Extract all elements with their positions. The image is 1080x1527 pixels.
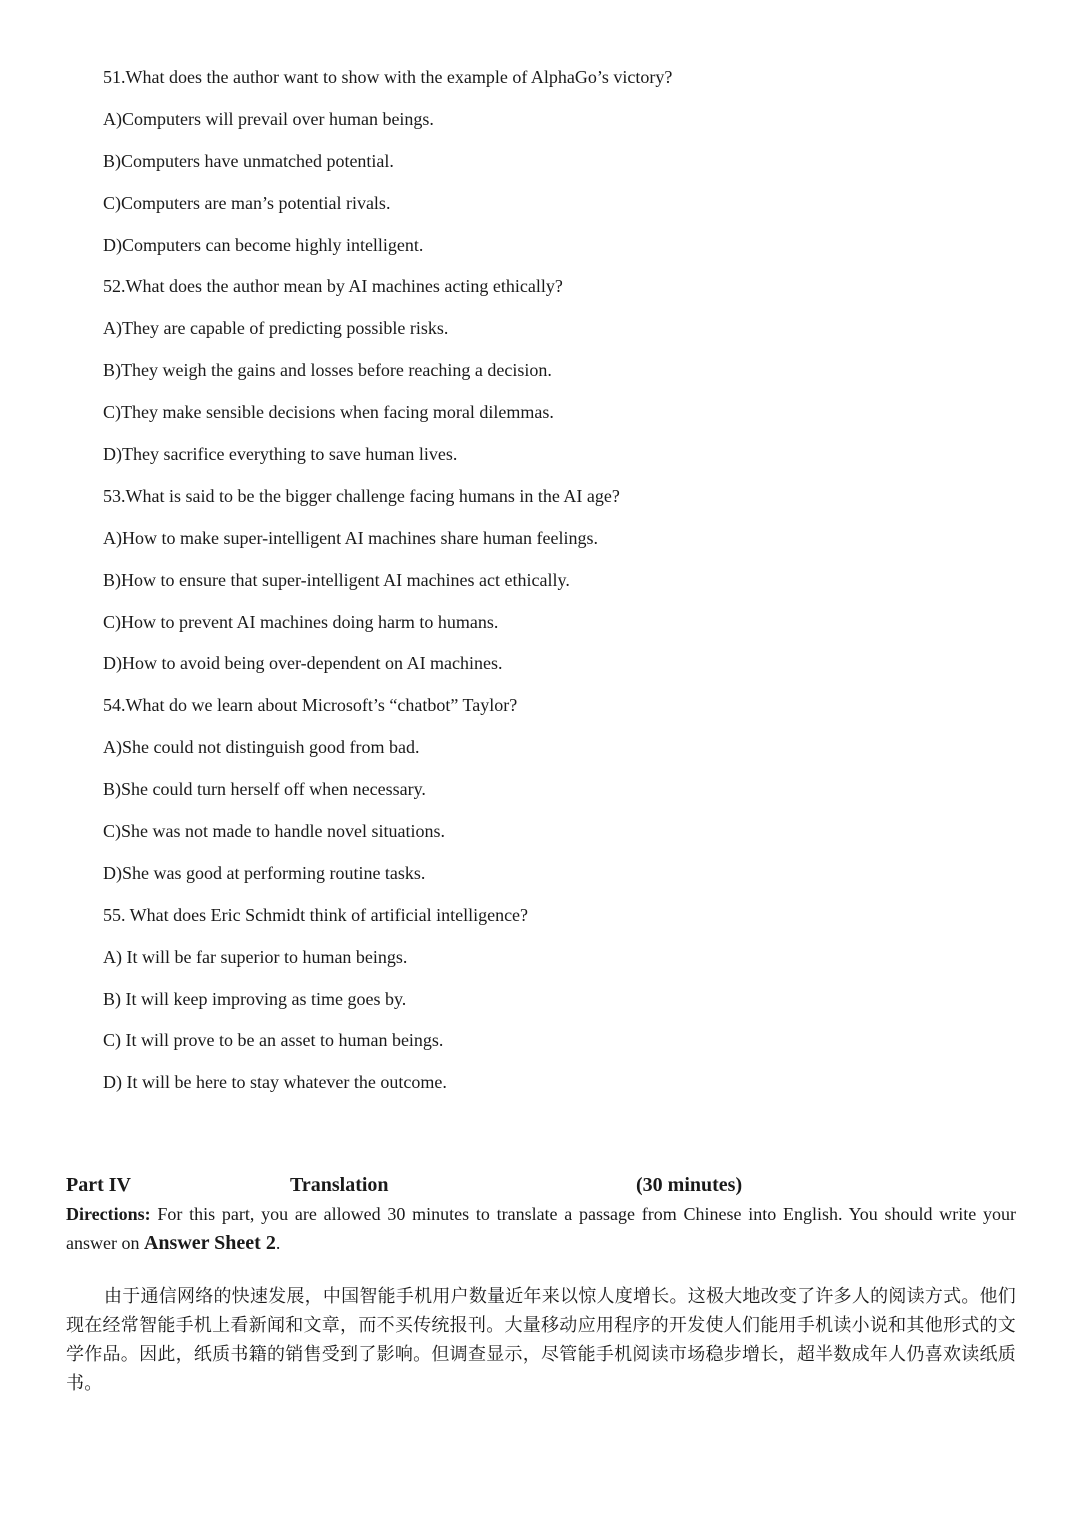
answer-option: D) It will be here to stay whatever the outcome.	[103, 1072, 447, 1093]
question-stem: 51.What does the author want to show with the example of AlphaGo’s victory?	[103, 67, 673, 87]
question-stem: 52.What does the author mean by AI machines acting ethically?	[103, 276, 563, 297]
question-stem: 53.What is said to be the bigger challenge facing humans in the AI age?	[103, 485, 620, 506]
question-stem: 54.What do we learn about Microsoft’s “chatbot” Taylor?	[103, 695, 518, 716]
answer-option: D)She was good at performing routine tasks.	[103, 862, 426, 883]
answer-option: D)How to avoid being over-dependent on AI machines.	[103, 653, 503, 674]
directions	[66, 1200, 1016, 1258]
answer-option: C)She was not made to handle novel situations.	[103, 821, 445, 842]
answer-option: B) It will keep improving as time goes by.	[103, 988, 407, 1009]
answer-option: B)They weigh the gains and losses before reaching a decision.	[103, 360, 552, 381]
answer-option: C)How to prevent AI machines doing harm to humans.	[103, 611, 499, 632]
directions-label: Directions:	[66, 1204, 151, 1224]
answer-option: A)They are capable of predicting possible risks.	[103, 318, 449, 339]
answer-option: A)Computers will prevail over human beings.	[103, 108, 434, 129]
answer-option: B)She could turn herself off when necessary.	[103, 779, 426, 800]
answer-option: A)How to make super-intelligent AI machines share human feelings.	[103, 527, 598, 548]
translation-passage: 由于通信网络的快速发展，中国智能手机用户数量近年来以惊人度增长。这极大地改变了许多人的阅读方式。他们现在经常智能手机上看新闻和文章，而不买传统报刊。大量移动应用程序的开发使人们能用手机读小说和其他形式的文学作品。因此，纸质书籍的销售受到了影响。但调查显示，尽管能手机阅读市场稳步增长，超半数成年人仍喜欢读纸质书。	[66, 1286, 1016, 1394]
answer-option: B)How to ensure that super-intelligent AI machines act ethically.	[103, 569, 570, 590]
part-header	[66, 1172, 1016, 1198]
directions-end: .	[275, 1233, 281, 1253]
answer-option: D)Computers can become highly intelligent.	[103, 234, 424, 255]
answer-option: C)Computers are man’s potential rivals.	[103, 192, 391, 213]
part-label: Part IV	[66, 1174, 131, 1196]
directions-text: For this part, you are allowed 30 minutes to translate a passage from Chinese into English. You should write your answer on	[66, 1204, 1016, 1253]
part-time: (30 minutes)	[636, 1174, 743, 1196]
answer-option: A) It will be far superior to human beings.	[103, 946, 408, 967]
answer-option: A)She could not distinguish good from bad.	[103, 737, 420, 758]
answer-option: C) It will prove to be an asset to human beings.	[103, 1030, 444, 1051]
answer-option: B)Computers have unmatched potential.	[103, 150, 394, 171]
answer-option: C)They make sensible decisions when facing moral dilemmas.	[103, 402, 554, 423]
answer-sheet-name: Answer Sheet 2	[143, 1232, 276, 1254]
question-list	[103, 66, 1023, 1113]
question-stem: 55. What does Eric Schmidt think of artificial intelligence?	[103, 904, 529, 925]
answer-option: D)They sacrifice everything to save human lives.	[103, 444, 458, 465]
part-title: Translation	[290, 1174, 389, 1196]
